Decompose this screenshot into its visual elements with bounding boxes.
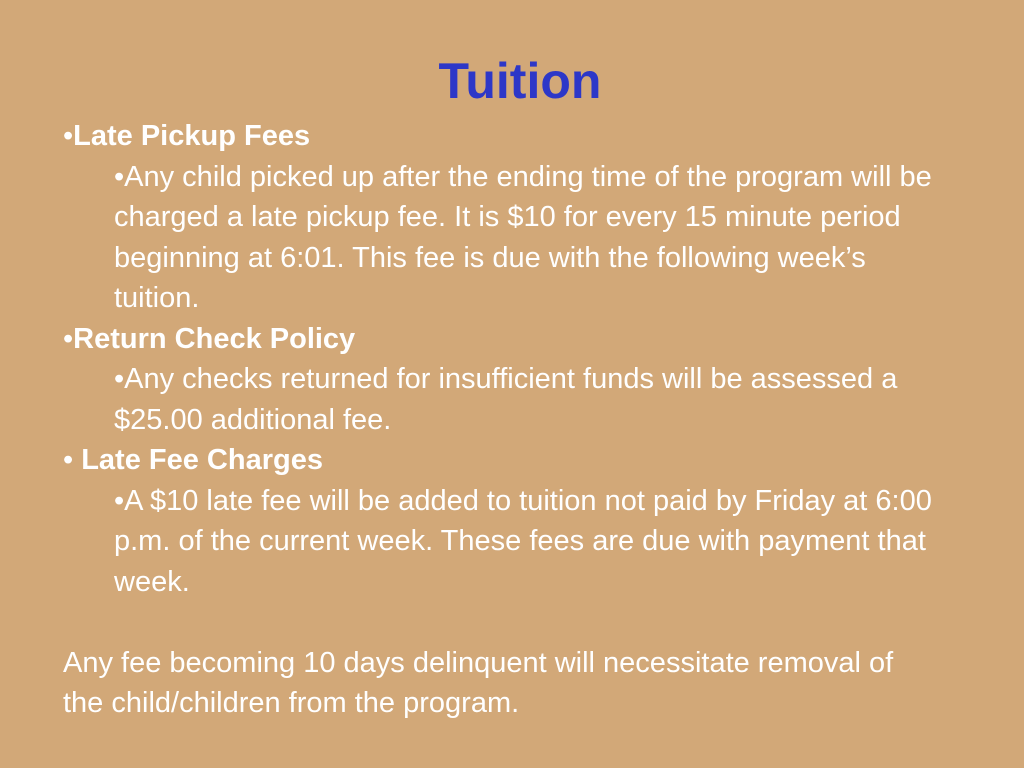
section-heading-text: Late Pickup Fees bbox=[73, 120, 311, 152]
slide-title: Tuition bbox=[438, 53, 602, 109]
section-body-text: Any child picked up after the ending time of the program will be charged a late pickup fee. It is $10 for every 15 minute period beginning at 6:01. This fee is due with the following week’s tuition. bbox=[114, 160, 932, 314]
slide-content bbox=[63, 116, 983, 724]
section-body-text: A $10 late fee will be added to tuition not paid by Friday at 6:00 p.m. of the current week. These fees are due with payment that week. bbox=[114, 484, 932, 598]
bullet-marker: • bbox=[114, 363, 125, 395]
section-heading-text: Return Check Policy bbox=[73, 322, 356, 355]
bullet-marker: • bbox=[63, 444, 82, 476]
section-heading-return-check bbox=[63, 319, 983, 360]
bullet-marker: • bbox=[63, 120, 74, 152]
bullet-marker: • bbox=[114, 484, 125, 517]
section-heading-text: Late Fee Charges bbox=[81, 444, 323, 476]
bullet-marker: • bbox=[63, 322, 74, 355]
section-heading-late-fee bbox=[63, 440, 983, 481]
section-body-late-pickup bbox=[114, 157, 954, 319]
section-body-text: Any checks returned for insufficient funds will be assessed a $25.00 additional fee. bbox=[114, 363, 898, 436]
section-heading-late-pickup bbox=[63, 116, 983, 157]
section-body-late-fee bbox=[114, 481, 954, 603]
delinquency-notice: Any fee becoming 10 days delinquent will necessitate removal of the child/children from the program. bbox=[63, 646, 894, 719]
bullet-marker: • bbox=[114, 160, 125, 193]
section-body-return-check bbox=[114, 359, 954, 440]
